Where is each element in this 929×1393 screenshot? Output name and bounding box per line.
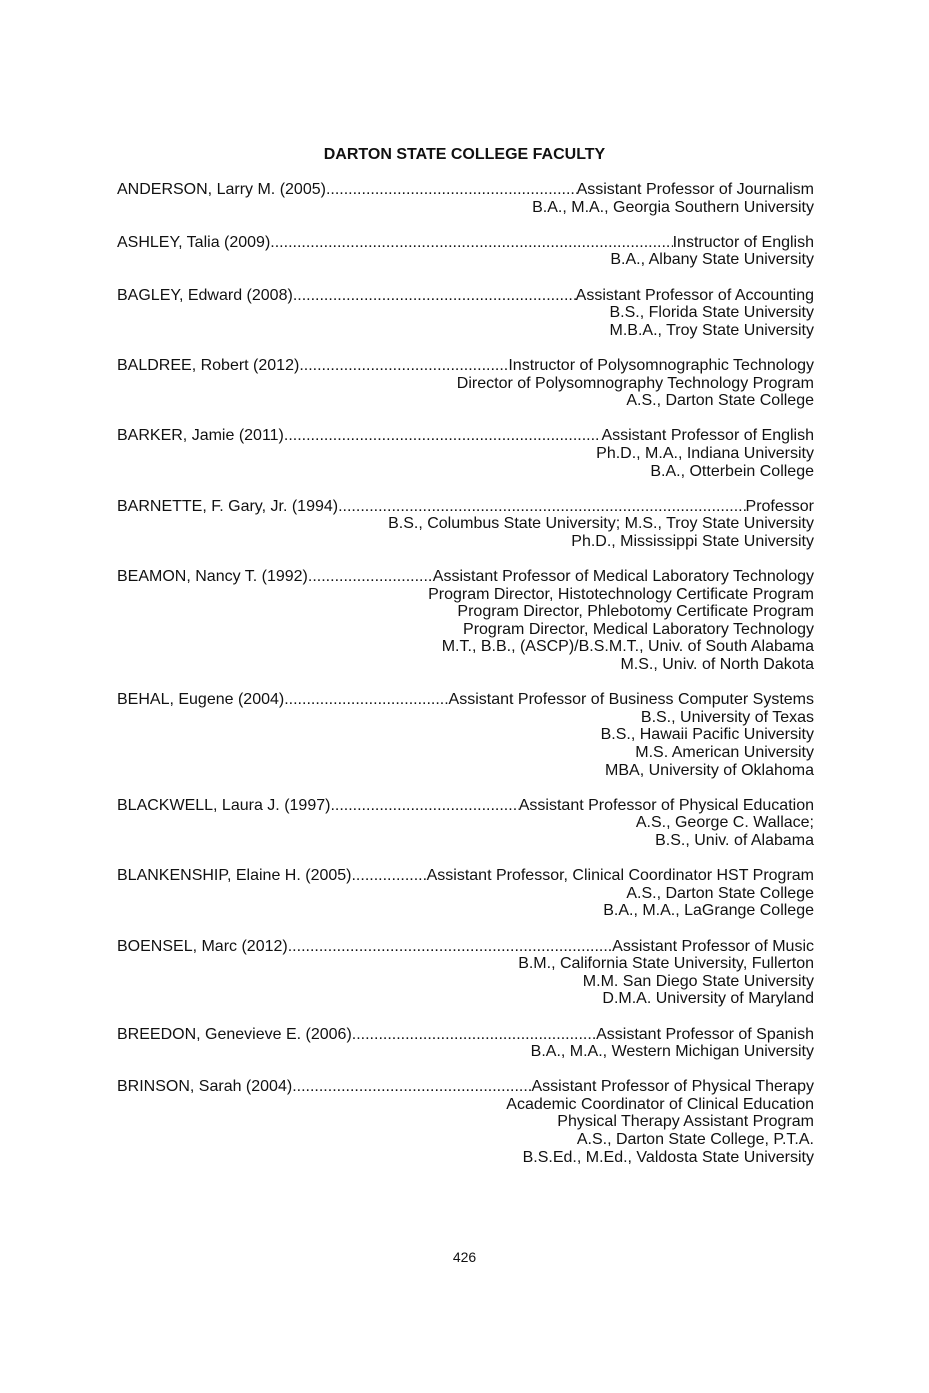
faculty-position: Assistant Professor of Medical Laboratory Technology — [432, 568, 814, 586]
faculty-credential: Ph.D., M.A., Indiana University — [596, 444, 814, 462]
dot-leader — [308, 568, 433, 586]
faculty-credential: M.B.A., Troy State University — [609, 321, 814, 339]
faculty-name: BLANKENSHIP, Elaine H. (2005) — [117, 867, 352, 885]
dot-leader — [270, 234, 672, 252]
faculty-entry — [117, 691, 814, 779]
faculty-entry — [117, 867, 814, 920]
faculty-credential: Program Director, Medical Laboratory Technology — [463, 620, 814, 638]
faculty-credential: Academic Coordinator of Clinical Education — [506, 1095, 814, 1113]
faculty-heading-line — [117, 427, 814, 445]
faculty-name: BARNETTE, F. Gary, Jr. (1994) — [117, 497, 339, 515]
dot-leader — [292, 1078, 531, 1096]
faculty-entry — [117, 797, 814, 850]
faculty-heading-line — [117, 287, 814, 305]
faculty-position: Assistant Professor of Physical Therapy — [531, 1078, 814, 1096]
faculty-position: Instructor of Polysomnographic Technology — [508, 356, 814, 374]
dot-leader — [330, 797, 518, 815]
faculty-credential: B.A., Otterbein College — [650, 462, 814, 480]
faculty-position: Instructor of English — [672, 233, 814, 251]
faculty-name: BARKER, Jamie (2011) — [117, 427, 284, 445]
faculty-heading-line — [117, 938, 814, 956]
faculty-entry — [117, 427, 814, 480]
faculty-position: Assistant Professor of Business Computer Systems — [448, 691, 814, 709]
faculty-credential: B.S., Univ. of Alabama — [655, 831, 814, 849]
dot-leader — [351, 867, 426, 885]
faculty-entry — [117, 357, 814, 410]
faculty-heading-line — [117, 568, 814, 586]
faculty-credential: B.S., Florida State University — [609, 304, 814, 322]
faculty-credential: M.T., B.B., (ASCP)/B.S.M.T., Univ. of South Alabama — [441, 638, 814, 656]
faculty-heading-line — [117, 797, 814, 815]
faculty-credential: B.S., University of Texas — [640, 708, 814, 726]
faculty-name: BLACKWELL, Laura J. (1997) — [117, 796, 331, 814]
faculty-credential: Director of Polysomnography Technology Program — [456, 374, 814, 392]
faculty-heading-line — [117, 691, 814, 709]
dot-leader — [326, 181, 577, 199]
page-title: DARTON STATE COLLEGE FACULTY — [323, 146, 606, 163]
faculty-credential: M.M. San Diego State University — [582, 972, 814, 990]
faculty-name: BAGLEY, Edward (2008) — [117, 286, 293, 304]
dot-leader — [284, 427, 602, 445]
dot-leader — [293, 287, 576, 305]
faculty-heading-line — [117, 181, 814, 199]
faculty-name: ASHLEY, Talia (2009) — [117, 233, 271, 251]
faculty-heading-line — [117, 234, 814, 252]
faculty-credential: Program Director, Histotechnology Certificate Program — [428, 585, 814, 603]
faculty-entry — [117, 287, 814, 340]
dot-leader — [352, 1026, 596, 1044]
faculty-credential: B.S., Hawaii Pacific University — [600, 726, 814, 744]
faculty-credential: Physical Therapy Assistant Program — [557, 1113, 814, 1131]
faculty-name: BEAMON, Nancy T. (1992) — [117, 568, 308, 586]
faculty-heading-line — [117, 1078, 814, 1096]
faculty-credential: B.A., M.A., LaGrange College — [603, 902, 814, 920]
faculty-credential: M.S. American University — [635, 744, 814, 761]
faculty-entry — [117, 1026, 814, 1061]
faculty-credential: A.S., Darton State College, P.T.A. — [576, 1131, 814, 1149]
faculty-list — [117, 181, 814, 1184]
faculty-credential: MBA, University of Oklahoma — [605, 761, 814, 779]
faculty-position: Professor — [745, 497, 814, 515]
faculty-position: Assistant Professor of Spanish — [596, 1025, 814, 1043]
faculty-position: Assistant Professor, Clinical Coordinator HST Program — [426, 867, 814, 885]
faculty-heading-line — [117, 1026, 814, 1044]
faculty-entry — [117, 234, 814, 269]
dot-leader — [299, 357, 508, 375]
dot-leader — [338, 498, 745, 516]
faculty-entry — [117, 938, 814, 1008]
faculty-position: Assistant Professor of English — [601, 427, 814, 445]
faculty-name: BALDREE, Robert (2012) — [117, 356, 300, 374]
faculty-name: BOENSEL, Marc (2012) — [117, 937, 288, 955]
faculty-credential: Ph.D., Mississippi State University — [571, 532, 814, 550]
page-number: 426 — [452, 1249, 477, 1265]
faculty-name: BREEDON, Genevieve E. (2006) — [117, 1025, 352, 1043]
faculty-entry — [117, 1078, 814, 1166]
faculty-entry — [117, 498, 814, 551]
faculty-credential: B.S., Columbus State University; M.S., Troy State University — [388, 515, 814, 533]
faculty-credential: D.M.A. University of Maryland — [602, 990, 814, 1008]
faculty-credential: B.S.Ed., M.Ed., Valdosta State University — [522, 1148, 814, 1166]
faculty-name: BEHAL, Eugene (2004) — [117, 691, 285, 709]
faculty-entry — [117, 568, 814, 674]
faculty-position: Assistant Professor of Journalism — [576, 181, 814, 198]
faculty-position: Assistant Professor of Accounting — [575, 286, 814, 304]
faculty-credential: A.S., Darton State College — [626, 884, 814, 902]
faculty-credential: B.A., M.A., Western Michigan University — [530, 1043, 814, 1061]
faculty-credential: Program Director, Phlebotomy Certificate Program — [457, 603, 814, 621]
dot-leader — [288, 938, 612, 956]
faculty-entry — [117, 181, 814, 216]
faculty-credential: B.A., Albany State University — [610, 251, 814, 269]
faculty-credential: A.S., Darton State College — [626, 392, 814, 410]
faculty-position: Assistant Professor of Music — [612, 937, 814, 955]
faculty-heading-line — [117, 498, 814, 516]
faculty-heading-line — [117, 357, 814, 375]
faculty-name: BRINSON, Sarah (2004) — [117, 1078, 293, 1096]
faculty-name: ANDERSON, Larry M. (2005) — [117, 181, 326, 198]
dot-leader — [284, 691, 448, 709]
faculty-credential: M.S., Univ. of North Dakota — [620, 656, 814, 674]
faculty-heading-line — [117, 867, 814, 885]
faculty-position: Assistant Professor of Physical Education — [518, 796, 814, 814]
faculty-credential: B.A., M.A., Georgia Southern University — [532, 198, 814, 216]
faculty-credential: A.S., George C. Wallace; — [635, 814, 814, 832]
faculty-credential: B.M., California State University, Fullerton — [518, 955, 814, 973]
